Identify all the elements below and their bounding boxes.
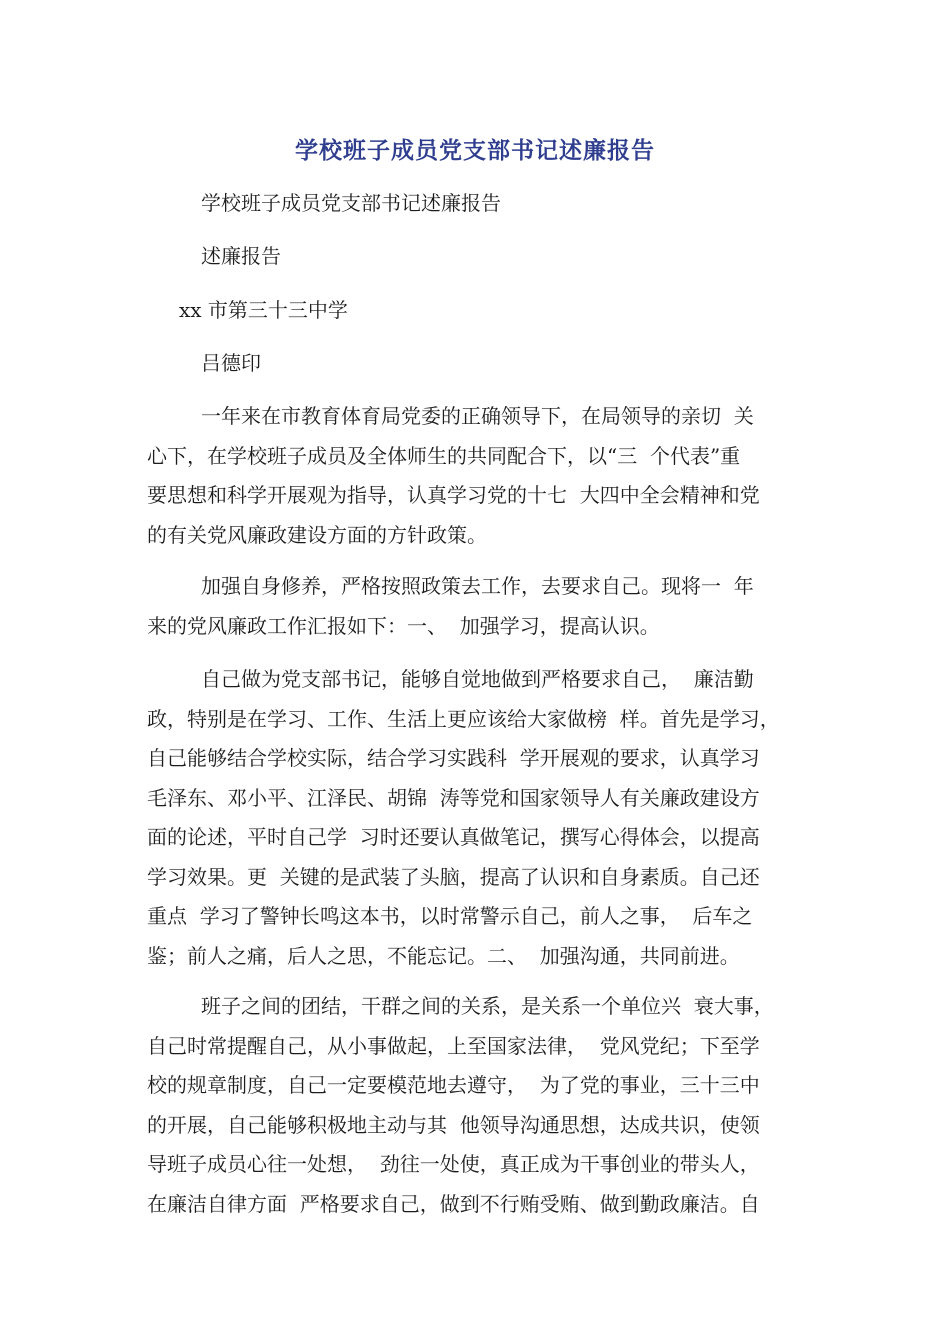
document-subtitle: 学校班子成员党支部书记述廉报告	[201, 191, 501, 215]
paragraph-line: 班子之间的团结，干群之间的关系，是关系一个单位兴 衰大事，	[201, 994, 774, 1018]
paragraph-line: 毛泽东、邓小平、江泽民、胡锦 涛等党和国家领导人有关廉政建设方	[147, 785, 760, 810]
paragraph-line: 面的论述，平时自己学 习时还要认真做笔记，撰写心得体会，以提高	[147, 825, 760, 849]
document-heading: 述廉报告	[201, 244, 281, 268]
school-name: xx 市第三十三中学	[179, 298, 348, 322]
paragraph-line: 学习效果。更 关键的是武装了头脑，提高了认识和自身素质。自己还	[147, 864, 760, 889]
paragraph-line: 导班子成员心往一处想， 劲往一处使，真正成为干事创业的带头人，	[147, 1152, 760, 1176]
paragraph-line: 校的规章制度，自己一定要模范地去遵守， 为了党的事业，三十三中	[147, 1073, 760, 1097]
paragraph-4	[147, 987, 807, 1224]
paragraph-line: 加强自身修养，严格按照政策去工作，去要求自己。现将一 年	[201, 574, 754, 598]
paragraph-line: 政，特别是在学习、工作、生活上更应该给大家做榜 样。首先是学习，	[147, 706, 780, 731]
paragraph-line: 的开展，自己能够积极地主动与其 他领导沟通思想，达成共识，使领	[147, 1112, 760, 1137]
paragraph-line: 在廉洁自律方面 严格要求自己，做到不行贿受贿、做到勤政廉洁。自	[147, 1191, 760, 1216]
author-name: 吕德印	[201, 351, 261, 375]
paragraph-line: 的有关党风廉政建设方面的方针政策。	[147, 522, 487, 547]
paragraph-3	[147, 660, 807, 976]
paragraph-2	[147, 567, 807, 646]
paragraph-line: 一年来在市教育体育局党委的正确领导下，在局领导的亲切 关	[201, 404, 754, 428]
paragraph-line: 自己能够结合学校实际，结合学习实践科 学开展观的要求，认真学习	[147, 746, 760, 770]
paragraph-line: 心下，在学校班子成员及全体师生的共同配合下，以“三 个代表”重	[147, 443, 741, 468]
paragraph-line: 鉴；前人之痛，后人之思，不能忘记。二、 加强沟通，共同前进。	[147, 943, 740, 968]
paragraph-line: 来的党风廉政工作汇报如下：一、 加强学习，提高认识。	[147, 613, 660, 638]
paragraph-1	[147, 397, 807, 555]
paragraph-line: 要思想和科学开展观为指导，认真学习党的十七 大四中全会精神和党	[147, 483, 760, 507]
paragraph-line: 自己做为党支部书记，能够自觉地做到严格要求自己， 廉洁勤	[201, 667, 754, 691]
document-title: 学校班子成员党支部书记述廉报告	[295, 137, 655, 164]
paragraph-line: 重点 学习了警钟长鸣这本书，以时常警示自己，前人之事， 后车之	[147, 904, 753, 928]
paragraph-line: 自己时常提醒自己，从小事做起，上至国家法律， 党风党纪；下至学	[147, 1033, 760, 1058]
